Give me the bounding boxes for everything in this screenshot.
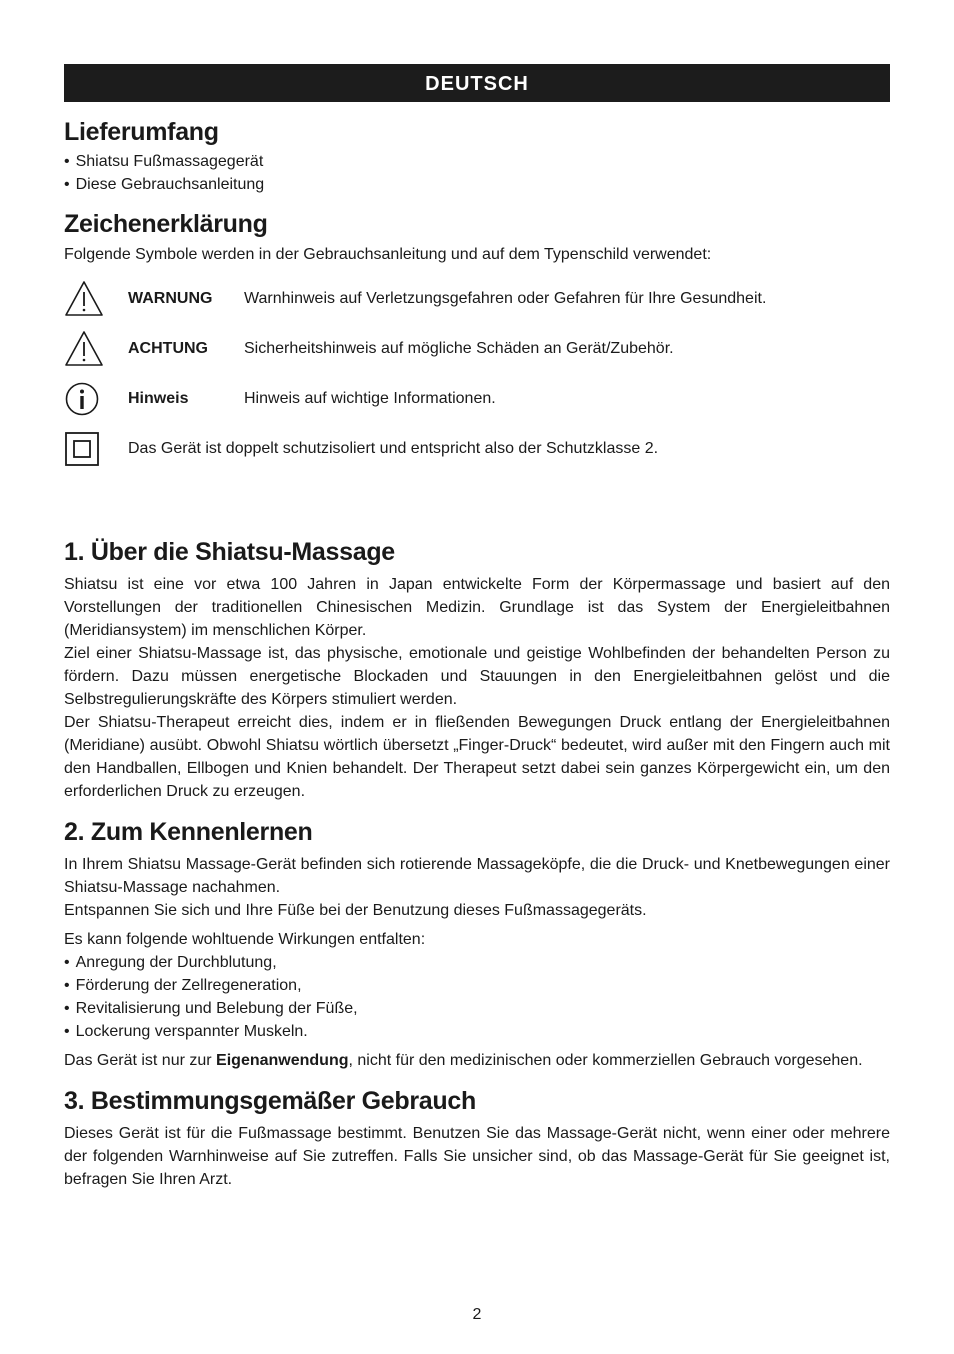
heading-section-1: 1. Über die Shiatsu-Massage xyxy=(64,538,395,566)
symbol-description: Das Gerät ist doppelt schutzisoliert und entspricht also der Schutzklasse 2. xyxy=(128,440,659,457)
page-number: 2 xyxy=(472,1306,482,1323)
paragraph: Der Shiatsu-Therapeut erreicht dies, indem er in fließenden Bewegungen Druck entlang der Energieleitbahnen (Meridiane) ausübt. Obwohl Shiatsu wörtlich übersetzt „Finger-Druck“ bedeutet, wird außer mit den Fingern auch mit den Handballen, Ellbogen und Knien behandelt. Der Therapeut setzt dabei sein ganzes Körpergewicht ein, um den erforderlichen Druck zu erzeugen. xyxy=(64,714,890,800)
list-item: • Shiatsu Fußmassagegerät xyxy=(64,150,890,173)
section-1-body xyxy=(64,573,890,803)
list-item: • Lockerung verspannter Muskeln. xyxy=(64,1020,890,1043)
list-item: • Diese Gebrauchsanleitung xyxy=(64,173,890,196)
symbol-label: Hinweis xyxy=(128,390,189,407)
symbol-row-hinweis xyxy=(64,374,890,424)
symbol-row-warnung xyxy=(64,274,890,324)
section-2-body xyxy=(64,853,890,1072)
text-span: , nicht für den medizinischen oder kommerziellen Gebrauch vorgesehen. xyxy=(348,1052,863,1069)
list-item: • Förderung der Zellregeneration, xyxy=(64,974,890,997)
language-header-bar xyxy=(64,64,890,102)
heading-section-3: 3. Bestimmungsgemäßer Gebrauch xyxy=(64,1087,476,1115)
info-circle-icon xyxy=(64,379,128,419)
symbol-row-achtung xyxy=(64,324,890,374)
double-insulation-icon xyxy=(64,429,128,469)
language-label: DEUTSCH xyxy=(425,73,529,95)
paragraph: Dieses Gerät ist für die Fußmassage bestimmt. Benutzen Sie das Massage-Gerät nicht, wenn einer oder mehrere der folgenden Warnhinweise auf Sie zutreffen. Falls Sie unsicher sind, ob das Massage-Gerät für Sie geeignet ist, befragen Sie Ihren Arzt. xyxy=(64,1125,890,1188)
intended-use-paragraph xyxy=(64,1049,890,1072)
heading-lieferumfang: Lieferumfang xyxy=(64,118,219,146)
paragraph: Ziel einer Shiatsu-Massage ist, das physische, emotionale und geistige Wohlbefinden der behandelten Person zu fördern. Dazu müssen energetische Blockaden und Stauungen in den Energieleitbahnen gelöst und die Selbstregulierungskräfte des Körpers stimuliert werden. xyxy=(64,645,890,708)
paragraph: In Ihrem Shiatsu Massage-Gerät befinden sich rotierende Massageköpfe, die die Druck- und Knetbewegungen einer Shiatsu-Massage nachahmen. xyxy=(64,856,890,896)
paragraph: Es kann folgende wohltuende Wirkungen entfalten: xyxy=(64,931,426,948)
list-item: • Anregung der Durchblutung, xyxy=(64,951,890,974)
symbol-description: Hinweis auf wichtige Informationen. xyxy=(244,390,496,407)
list-item: • Revitalisierung und Belebung der Füße, xyxy=(64,997,890,1020)
symbol-description: Warnhinweis auf Verletzungsgefahren oder Gefahren für Ihre Gesundheit. xyxy=(244,290,767,307)
symbol-row-schutzklasse xyxy=(64,424,890,474)
symbol-label: ACHTUNG xyxy=(128,340,208,357)
symbols-intro: Folgende Symbole werden in der Gebrauchsanleitung und auf dem Typenschild verwendet: xyxy=(64,246,712,263)
symbol-table xyxy=(64,274,890,474)
section-3-body xyxy=(64,1122,890,1191)
delivery-list xyxy=(64,150,890,196)
page-content xyxy=(64,64,890,1191)
warning-triangle-icon xyxy=(64,329,128,369)
paragraph: Shiatsu ist eine vor etwa 100 Jahren in Japan entwickelte Form der Körpermassage und basiert auf den Vorstellungen der traditionellen Chinesischen Medizin. Grundlage ist das System der Energieleitbahnen (Meridiansystem) im menschlichen Körper. xyxy=(64,576,890,639)
text-span: Das Gerät ist nur zur xyxy=(64,1052,217,1069)
symbol-description: Sicherheitshinweis auf mögliche Schäden an Gerät/Zubehör. xyxy=(244,340,674,357)
warning-triangle-icon xyxy=(64,279,128,319)
paragraph: Entspannen Sie sich und Ihre Füße bei der Benutzung dieses Fußmassagegeräts. xyxy=(64,902,647,919)
heading-section-2: 2. Zum Kennenlernen xyxy=(64,818,313,846)
heading-zeichenerklaerung: Zeichenerklärung xyxy=(64,210,268,238)
emphasis-eigenanwendung: Eigenanwendung xyxy=(216,1052,349,1069)
effects-list xyxy=(64,951,890,1043)
symbol-label: WARNUNG xyxy=(128,290,213,307)
